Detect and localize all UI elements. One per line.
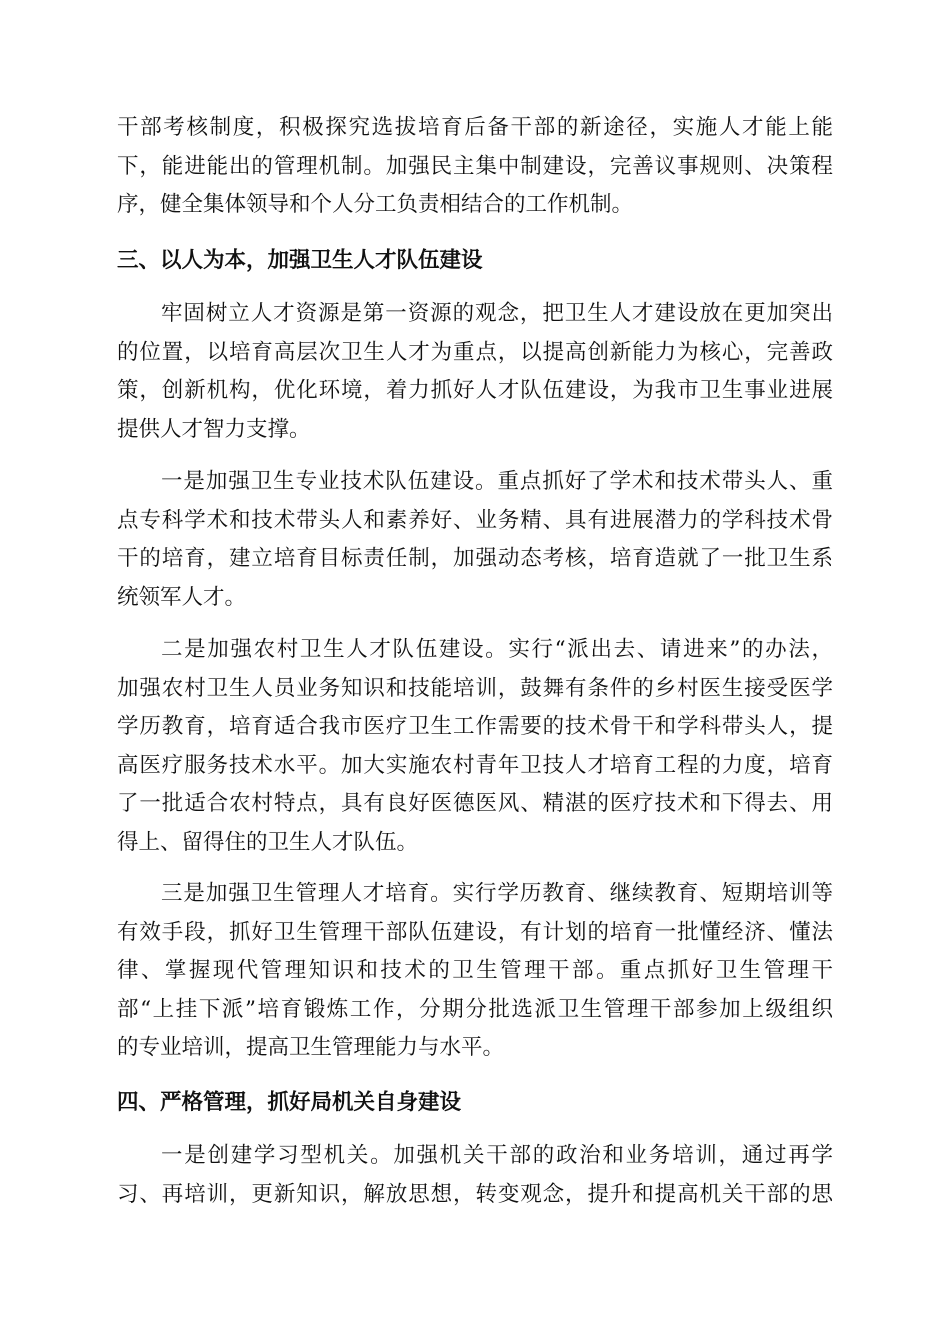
paragraph [117, 631, 833, 862]
text-line: 有效手段，抓好卫生管理干部队伍建设，有计划的培育一批懂经济、懂法 [117, 919, 833, 945]
text-line: 干的培育，建立培育目标责任制，加强动态考核，培育造就了一批卫生系 [117, 546, 833, 571]
text-line: 了一批适合农村特点，具有良好医德医风、精湛的医疗技术和下得去、用 [117, 791, 833, 816]
text-line: 部“上挂下派”培育锻炼工作，分期分批选派卫生管理干部参加上级组织 [117, 996, 833, 1022]
paragraph [117, 109, 833, 225]
text-line: 加强农村卫生人员业务知识和技能培训，鼓舞有条件的乡村医生接受医学 [117, 675, 833, 701]
paragraph [117, 1137, 833, 1214]
text-line: 高医疗服务技术水平。加大实施农村青年卫技人才培育工程的力度，培育 [117, 752, 833, 778]
text-line: 牢固树立人才资源是第一资源的观念，把卫生人才建设放在更加突出 [161, 301, 833, 326]
paragraph [117, 463, 833, 617]
text-line: 统领军人才。 [117, 584, 247, 610]
section-heading [117, 1084, 833, 1123]
text-line: 序，健全集体领导和个人分工负责相结合的工作机制。 [117, 192, 634, 217]
text-line: 策，创新机构，优化环境，着力抓好人才队伍建设，为我市卫生事业进展 [117, 378, 833, 403]
heading-text: 三、以人为本，加强卫生人才队伍建设 [117, 248, 483, 273]
paragraph [117, 295, 833, 449]
heading-text: 四、严格管理，抓好局机关自身建设 [117, 1090, 462, 1115]
paragraph [117, 875, 833, 1068]
text-line: 下，能进能出的管理机制。加强民主集中制建设，完善议事规则、决策程 [117, 153, 833, 179]
section-heading [117, 242, 833, 281]
text-line: 得上、留得住的卫生人才队伍。 [117, 829, 419, 855]
text-line: 二是加强农村卫生人才队伍建设。实行“派出去、请进来”的办法， [161, 637, 833, 662]
text-line: 律、掌握现代管理知识和技术的卫生管理干部。重点抓好卫生管理干 [117, 958, 833, 983]
text-line: 提供人才智力支撑。 [117, 416, 311, 442]
text-line: 一是创建学习型机关。加强机关干部的政治和业务培训，通过再学 [161, 1143, 833, 1168]
text-line: 习、再培训，更新知识，解放思想，转变观念，提升和提高机关干部的思 [117, 1181, 833, 1207]
text-line: 一是加强卫生专业技术队伍建设。重点抓好了学术和技术带头人、重 [161, 469, 833, 494]
text-line: 点专科学术和技术带头人和素养好、业务精、具有进展潜力的学科技术骨 [117, 507, 833, 533]
text-line: 的位置，以培育高层次卫生人才为重点，以提高创新能力为核心，完善政 [117, 339, 833, 365]
text-line: 三是加强卫生管理人才培育。实行学历教育、继续教育、短期培训等 [161, 881, 833, 906]
text-line: 学历教育，培育适合我市医疗卫生工作需要的技术骨干和学科带头人，提 [117, 714, 833, 739]
text-line: 的专业培训，提高卫生管理能力与水平。 [117, 1035, 505, 1060]
text-line: 干部考核制度，积极探究选拔培育后备干部的新途径，实施人才能上能 [117, 115, 833, 140]
